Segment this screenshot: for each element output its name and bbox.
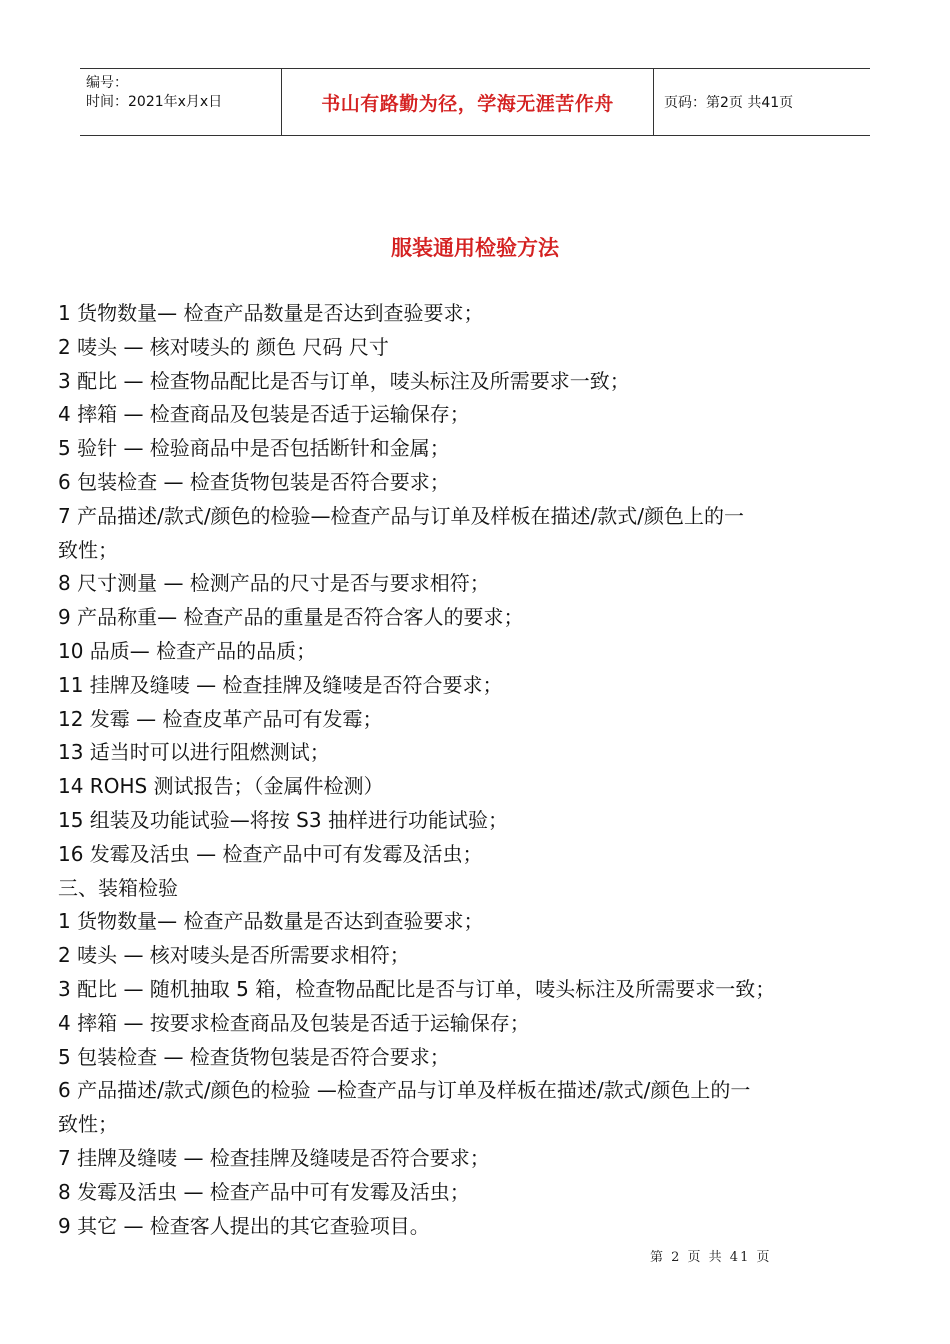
body-line: 15 组装及功能试验—将按 S3 抽样进行功能试验； <box>58 807 508 832</box>
body-line: 6 包装检查 — 检查货物包装是否符合要求； <box>58 469 450 494</box>
body-line: 致性； <box>58 537 118 562</box>
header-page-info: 页码：第2页 共41页 <box>664 95 794 111</box>
body-line: 8 尺寸测量 — 检测产品的尺寸是否与要求相符； <box>58 571 490 596</box>
body-line: 7 产品描述/款式/颜色的检验—检查产品与订单及样板在描述/款式/颜色上的一 <box>58 503 745 528</box>
body-line: 5 验针 — 检验商品中是否包括断针和金属； <box>58 436 450 461</box>
body-line: 1 货物数量— 检查产品数量是否达到查验要求； <box>58 301 484 325</box>
body-line: 2 唛头 — 核对唛头的 颜色 尺码 尺寸 <box>58 334 389 359</box>
body-line: 4 摔箱 — 按要求检查商品及包装是否适于运输保存； <box>58 1010 530 1035</box>
body-line: 10 品质— 检查产品的品质； <box>58 638 317 663</box>
header-meta <box>80 69 282 135</box>
body-line: 2 唛头 — 核对唛头是否所需要求相符； <box>58 943 410 968</box>
page-footer: 第 2 页 共 41 页 <box>650 1250 772 1265</box>
body-line: 6 产品描述/款式/颜色的检验 —检查产品与订单及样板在描述/款式/颜色上的一 <box>58 1078 751 1103</box>
body-line: 14 ROHS 测试报告；（金属件检测） <box>58 774 384 799</box>
body-line: 3 配比 — 检查物品配比是否与订单，唛头标注及所需要求一致； <box>58 368 630 393</box>
body-line: 3 配比 — 随机抽取 5 箱，检查物品配比是否与订单，唛头标注及所需要求一致； <box>58 976 776 1001</box>
body-line: 13 适当时可以进行阻燃测试； <box>58 740 330 765</box>
body-line: 16 发霉及活虫 — 检查产品中可有发霉及活虫； <box>58 841 483 866</box>
page-header <box>80 68 870 136</box>
body-line: 4 摔箱 — 检查商品及包装是否适于运输保存； <box>58 402 470 427</box>
header-motto: 书山有路勤为径，学海无涯苦作舟 <box>282 69 654 135</box>
body-line: 致性； <box>58 1112 118 1137</box>
document-body <box>58 297 898 1243</box>
document-title: 服装通用检验方法 <box>391 236 559 260</box>
body-line: 7 挂牌及缝唛 — 检查挂牌及缝唛是否符合要求； <box>58 1145 490 1170</box>
body-line: 9 产品称重— 检查产品的重量是否符合客人的要求； <box>58 605 524 630</box>
header-time: 时间：2021年x月x日 <box>86 94 223 110</box>
section-heading: 三、装箱检验 <box>58 875 178 900</box>
body-line: 9 其它 — 检查客人提出的其它查验项目。 <box>58 1213 430 1238</box>
body-line: 1 货物数量— 检查产品数量是否达到查验要求； <box>58 909 484 934</box>
body-line: 5 包装检查 — 检查货物包装是否符合要求； <box>58 1044 450 1069</box>
body-line: 12 发霉 — 检查皮革产品可有发霉； <box>58 706 383 731</box>
body-line: 11 挂牌及缝唛 — 检查挂牌及缝唛是否符合要求； <box>58 672 503 697</box>
header-number: 编号： <box>86 75 128 91</box>
body-line: 8 发霉及活虫 — 检查产品中可有发霉及活虫； <box>58 1179 470 1204</box>
